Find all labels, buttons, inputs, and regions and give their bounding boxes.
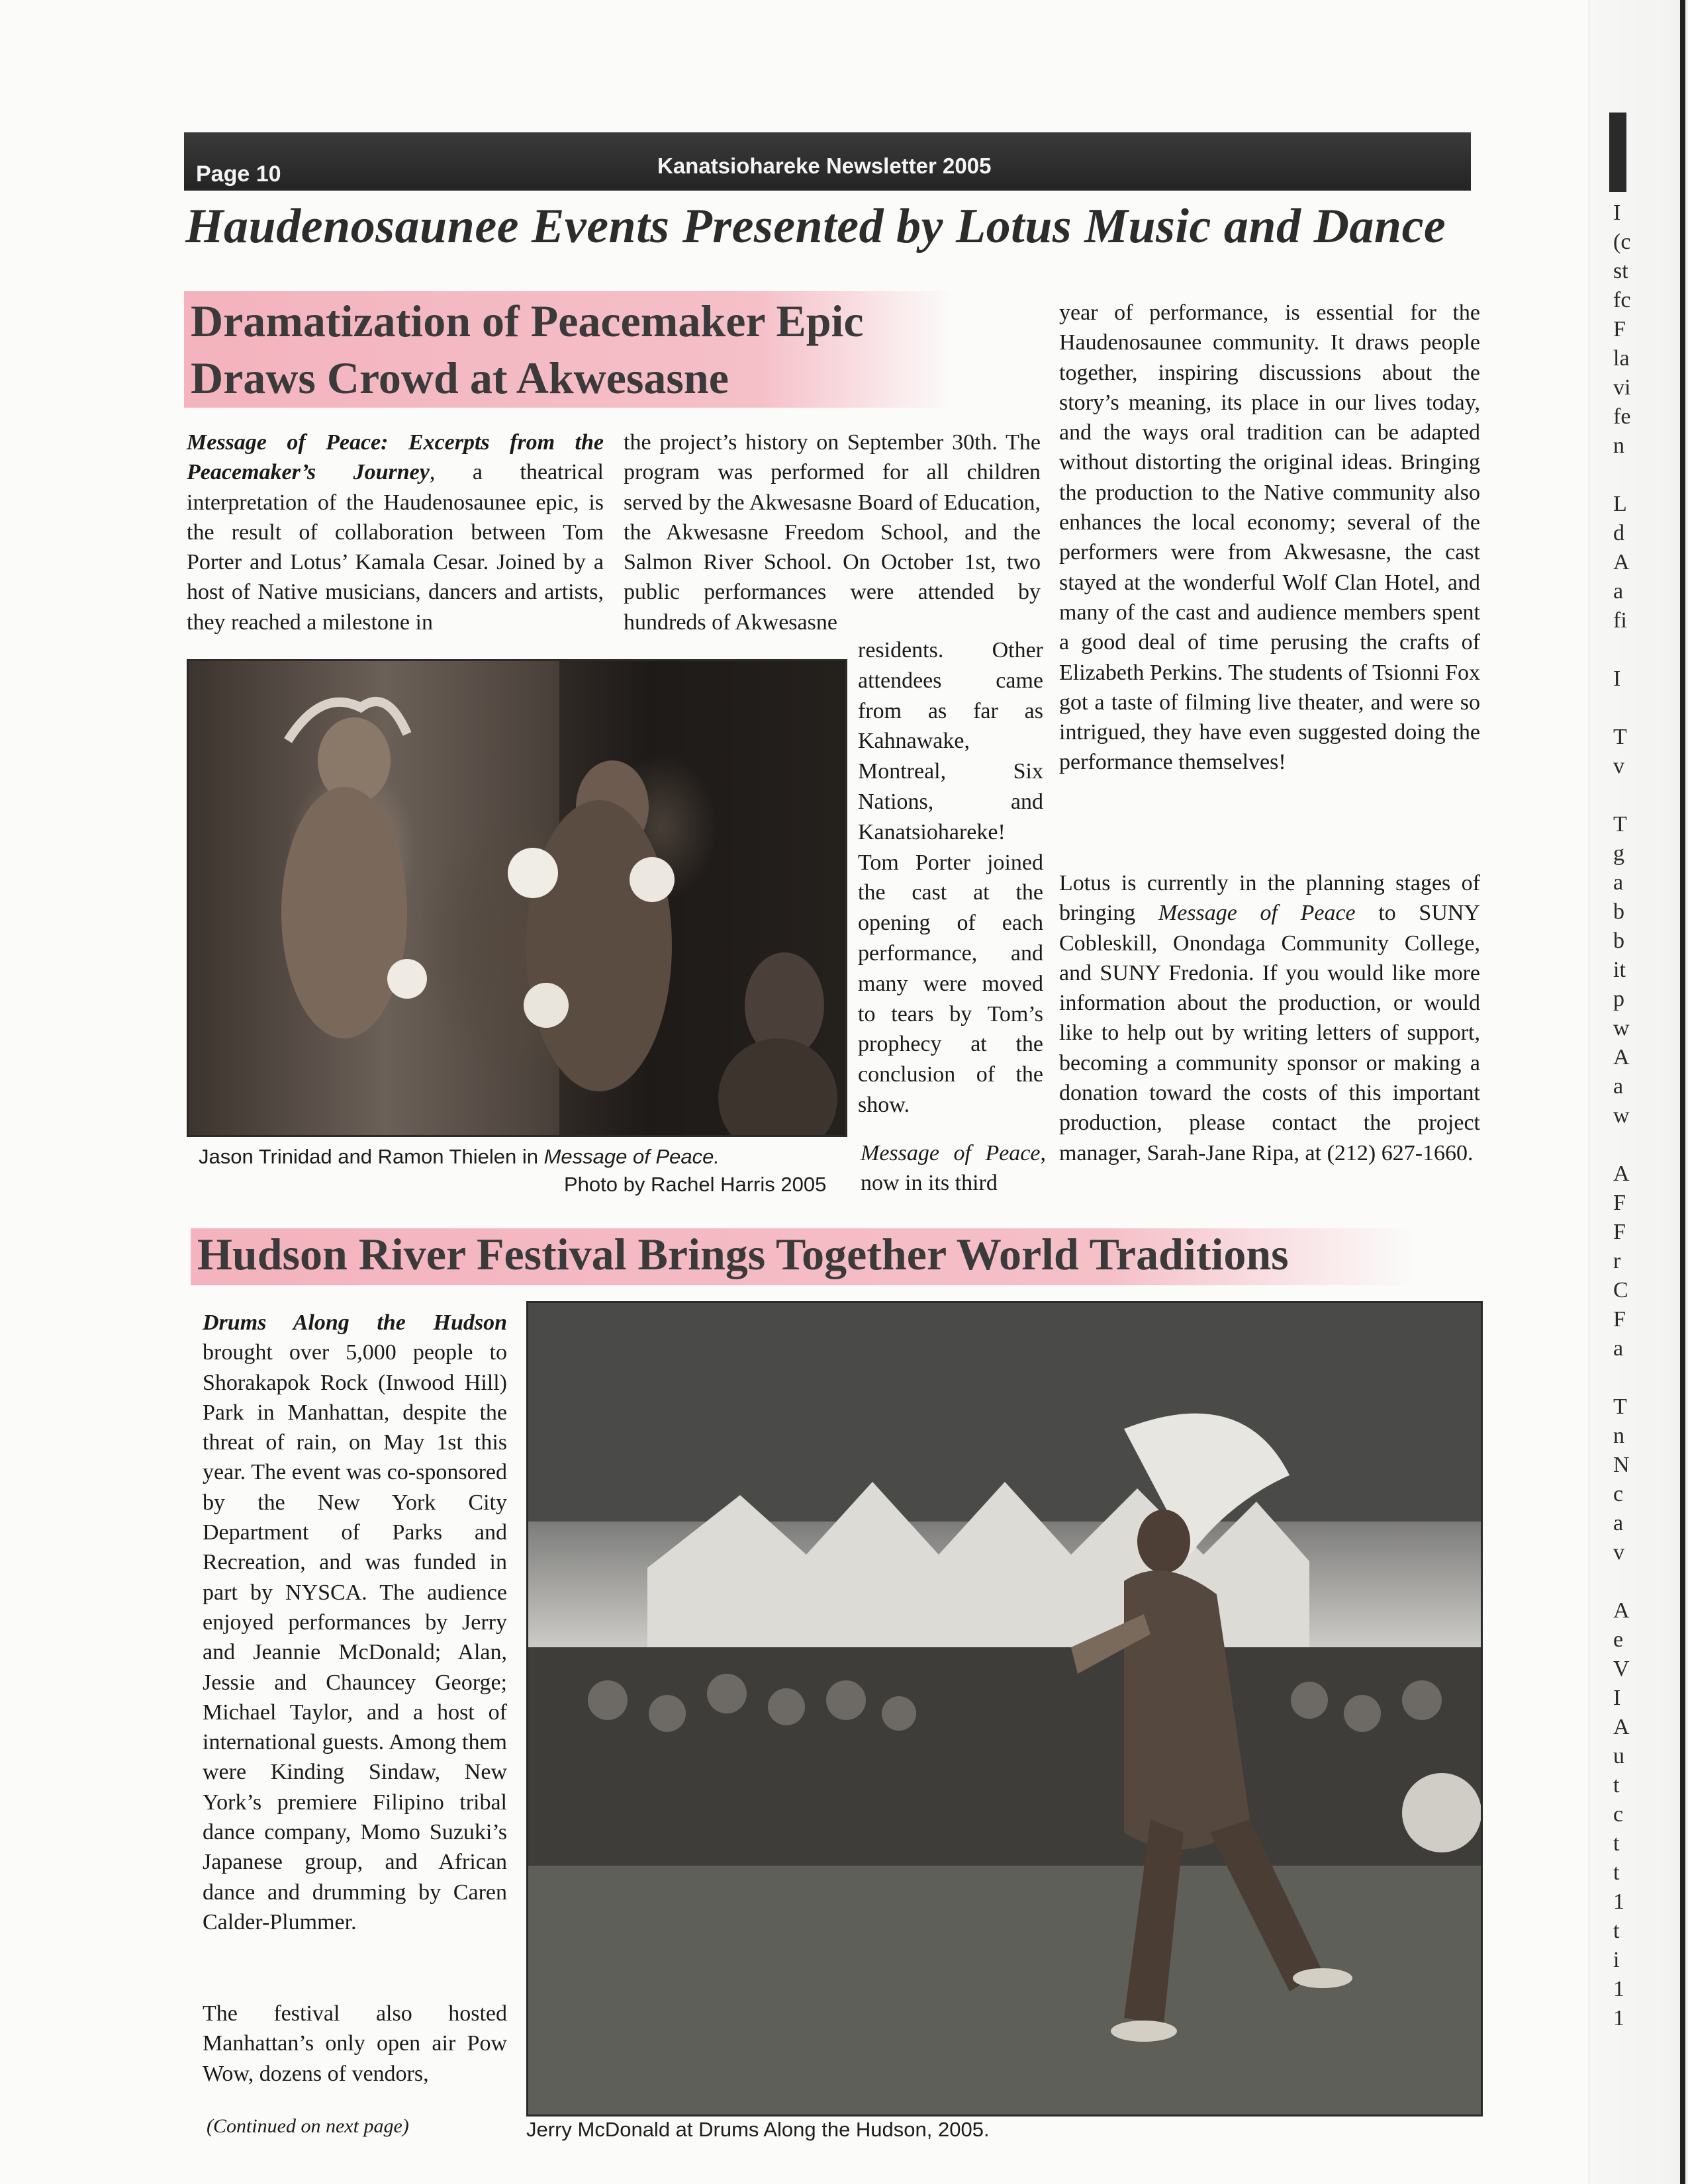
adjacent-page-fragment: v bbox=[1613, 754, 1624, 778]
adjacent-page-fragment bbox=[1613, 635, 1653, 664]
adjacent-page-fragment: F bbox=[1613, 317, 1626, 341]
dancers-photo bbox=[187, 659, 847, 1137]
article1-column3: year of performance, is essential for the Haudenosaunee community. It draws people together, inspiring discussions about the story’s meaning, its place in our lives today, and the ways oral tradition can be adapted without distorting the original ideas. Bringing the production to the Native community also enhances the local economy; several of the performers were from Akwesasne, the cast stayed at the wonderful Wolf Clan Hotel, and many of the cast and audience members spent a good deal of time perusing the crafts of Elizabeth Perkins. The students of Tsionni Fox got a taste of filming live theater, and were so intrigued, they have even suggested doing the performance themselves! bbox=[1059, 300, 1480, 775]
adjacent-page-fragment: u bbox=[1613, 1744, 1624, 1768]
article1-headline-line2: Draws Crowd at Akwesasne bbox=[184, 351, 952, 408]
adjacent-page-edge bbox=[1589, 0, 1688, 2184]
article1-column2: the project’s history on September 30th. The program was performed for all children served by the Akwesasne Board of Education, the Akwesasne Freedom School, and the Salmon River School. On October 1st, two public performances were attended by hundreds of Akwesasne bbox=[624, 430, 1041, 635]
adjacent-page-fragment bbox=[1613, 461, 1653, 490]
article2-column1 bbox=[203, 1308, 507, 1937]
adjacent-page-fragment: F bbox=[1613, 1220, 1626, 1244]
header-bar bbox=[184, 132, 1471, 191]
adjacent-page-fragment: r bbox=[1613, 1249, 1621, 1273]
adjacent-page-fragment: b bbox=[1613, 929, 1624, 953]
powwow-dancer-photo bbox=[526, 1301, 1483, 2116]
photo1-credit: Photo by Rachel Harris 2005 bbox=[564, 1173, 827, 1196]
adjacent-page-fragment: 1 bbox=[1613, 1977, 1624, 2001]
adjacent-page-fragment: la bbox=[1613, 346, 1630, 371]
adjacent-page-fragment: e bbox=[1613, 1627, 1624, 1652]
adjacent-page-fragment: T bbox=[1613, 725, 1627, 749]
adjacent-page-fragment: i bbox=[1613, 1948, 1620, 1972]
adjacent-page-fragment: w bbox=[1613, 1103, 1630, 1128]
adjacent-page-fragment: a bbox=[1613, 1511, 1624, 1535]
article2-text: brought over 5,000 people to Shorakapok Rock (Inwood Hill) Park in Manhattan, despite the threat of rain, on May 1st this year. The event was co-sponsored by the New York City Department of Parks and Recreation, and was funded in part by NYSCA. The audience enjoyed performances by Jerry and Jeannie McDonald; Alan, Jessie and Chauncey George; Michael Taylor, and a host of international guests. Among them were Kinding Sindaw, New York’s premiere Filipino tribal dance company, Momo Suzuki’s Japanese group, and African dance and drumming by Caren Calder-Plummer. bbox=[203, 1340, 507, 1934]
section-title: Haudenosaunee Events Presented by Lotus Music and Dance bbox=[185, 199, 1446, 253]
adjacent-page-fragment: (c bbox=[1613, 230, 1631, 254]
article1-headline-line1: Dramatization of Peacemaker Epic bbox=[184, 291, 952, 351]
photo1-caption-text: Jason Trinidad and Ramon Thielen in bbox=[199, 1145, 544, 1168]
adjacent-page-fragment: L bbox=[1613, 492, 1627, 516]
adjacent-page-fragment: T bbox=[1613, 1394, 1627, 1419]
article1-column3b-italic: Message of Peace bbox=[1158, 901, 1356, 926]
adjacent-page-fragment: a bbox=[1613, 579, 1624, 604]
adjacent-page-fragment bbox=[1613, 781, 1653, 810]
article1-column2-end bbox=[861, 1138, 1046, 1199]
binding-edge bbox=[1680, 0, 1685, 2184]
continued-note: (Continued on next page) bbox=[207, 2115, 409, 2137]
article1-column2-end-italic: Message of Peace bbox=[861, 1141, 1041, 1165]
adjacent-page-fragment: T bbox=[1613, 812, 1627, 837]
adjacent-page-fragment bbox=[1613, 694, 1653, 723]
article1-column3b-pre: Lotus is currently in the planning stages of bringing bbox=[1059, 871, 1480, 926]
adjacent-page-fragment: t bbox=[1613, 1860, 1620, 1885]
adjacent-page-fragment: t bbox=[1613, 1919, 1620, 1943]
article2-column1-continued: The festival also hosted Manhattan’s only open air Pow Wow, dozens of vendors, bbox=[203, 2001, 507, 2086]
adjacent-page-fragment: g bbox=[1613, 841, 1624, 866]
adjacent-page-fragment: A bbox=[1613, 550, 1630, 574]
adjacent-page-fragment: fi bbox=[1613, 608, 1627, 633]
adjacent-page-fragment: 1 bbox=[1613, 1889, 1624, 1914]
article1-column3-contact bbox=[1059, 868, 1480, 1168]
adjacent-page-fragment: b bbox=[1613, 899, 1624, 924]
dancers-photo-illustration bbox=[189, 661, 847, 1137]
adjacent-page-fragment bbox=[1613, 1363, 1653, 1392]
adjacent-page-fragment: v bbox=[1613, 1540, 1624, 1565]
adjacent-page-fragment: c bbox=[1613, 1482, 1624, 1506]
adjacent-page-fragment: t bbox=[1613, 1773, 1620, 1797]
adjacent-page-fragment: n bbox=[1613, 1424, 1624, 1448]
adjacent-page-fragment: d bbox=[1613, 521, 1624, 545]
powwow-photo-illustration bbox=[528, 1303, 1483, 2116]
publication-title: Kanatsiohareke Newsletter 2005 bbox=[657, 154, 992, 178]
adjacent-page-fragment: A bbox=[1613, 1598, 1630, 1623]
adjacent-page-fragment: A bbox=[1613, 1045, 1630, 1069]
photo2-caption: Jerry McDonald at Drums Along the Hudson, 2005. bbox=[526, 2118, 990, 2141]
adjacent-page-fragment: a bbox=[1613, 870, 1624, 895]
adjacent-page-fragment: I bbox=[1613, 1686, 1621, 1710]
page-number: Page 10 bbox=[196, 161, 281, 187]
article2-headline: Hudson River Festival Brings Together World Traditions bbox=[191, 1228, 1415, 1285]
adjacent-page-fragment: F bbox=[1613, 1307, 1626, 1332]
adjacent-page-fragment bbox=[1613, 1130, 1653, 1160]
adjacent-page-fragment: I bbox=[1613, 201, 1621, 225]
adjacent-page-fragment: a bbox=[1613, 1074, 1624, 1099]
adjacent-page-fragment: st bbox=[1613, 259, 1628, 283]
adjacent-page-fragment: a bbox=[1613, 1336, 1624, 1361]
adjacent-page-fragment: vi bbox=[1613, 375, 1631, 400]
adjacent-page-fragment: C bbox=[1613, 1278, 1628, 1302]
adjacent-page-fragment: N bbox=[1613, 1453, 1630, 1477]
article1-title-italic: Message of Peace: Excerpts from the Peacemaker’s Journey bbox=[187, 430, 604, 485]
article1-column1-text: , a theatrical interpretation of the Haudenosaunee epic, is the result of collaboration between Tom Porter and Lotus’ Kamala Cesar. Joined by a host of Native musicians, dancers and artists, they reached a milestone in bbox=[187, 460, 604, 635]
adjacent-page-fragment: w bbox=[1613, 1016, 1630, 1040]
article2-lead-italic: Drums Along the Hudson bbox=[203, 1310, 507, 1335]
adjacent-page-fragment bbox=[1613, 1567, 1653, 1596]
photo1-caption-line1 bbox=[199, 1145, 720, 1169]
adjacent-page-fragment: A bbox=[1613, 1161, 1630, 1186]
article1-column2-end-text: , now in its third bbox=[861, 1141, 1046, 1196]
adjacent-page-fragment: fe bbox=[1613, 404, 1631, 429]
article1-column3b-post: to SUNY Cobleskill, Onondaga Community College, and SUNY Fredonia. If you would like more information about the production, or would like to help out by writing letters of support, becoming a community sponsor or making a donation toward the costs of this important production, please contact the project manager, Sarah-Jane Ripa, at (212) 627-1660. bbox=[1059, 901, 1480, 1165]
adjacent-page-fragment: p bbox=[1613, 987, 1624, 1011]
adjacent-page-fragment: I bbox=[1613, 666, 1621, 691]
adjacent-page-header-bar bbox=[1609, 113, 1626, 192]
adjacent-page-fragment: n bbox=[1613, 433, 1624, 458]
article1-column1 bbox=[187, 428, 604, 637]
adjacent-page-fragment: c bbox=[1613, 1802, 1624, 1827]
adjacent-page-fragment: it bbox=[1613, 958, 1626, 982]
adjacent-page-fragment: V bbox=[1613, 1657, 1630, 1681]
adjacent-page-text bbox=[1613, 199, 1653, 2033]
adjacent-page-fragment: 1 bbox=[1613, 2006, 1624, 2030]
article1-column2-narrow: residents. Other attendees came from as far as Kahnawake, Montreal, Six Nations, and Kanatsiohareke! Tom Porter joined the cast at the opening of each performance, and many were moved to tears by Tom’s prophecy at the conclusion of the show. bbox=[858, 638, 1043, 1117]
adjacent-page-fragment: t bbox=[1613, 1831, 1620, 1856]
adjacent-page-fragment: F bbox=[1613, 1191, 1626, 1215]
adjacent-page-fragment: fc bbox=[1613, 288, 1631, 312]
adjacent-page-fragment: A bbox=[1613, 1715, 1630, 1739]
photo1-caption-italic: Message of Peace. bbox=[543, 1145, 720, 1168]
